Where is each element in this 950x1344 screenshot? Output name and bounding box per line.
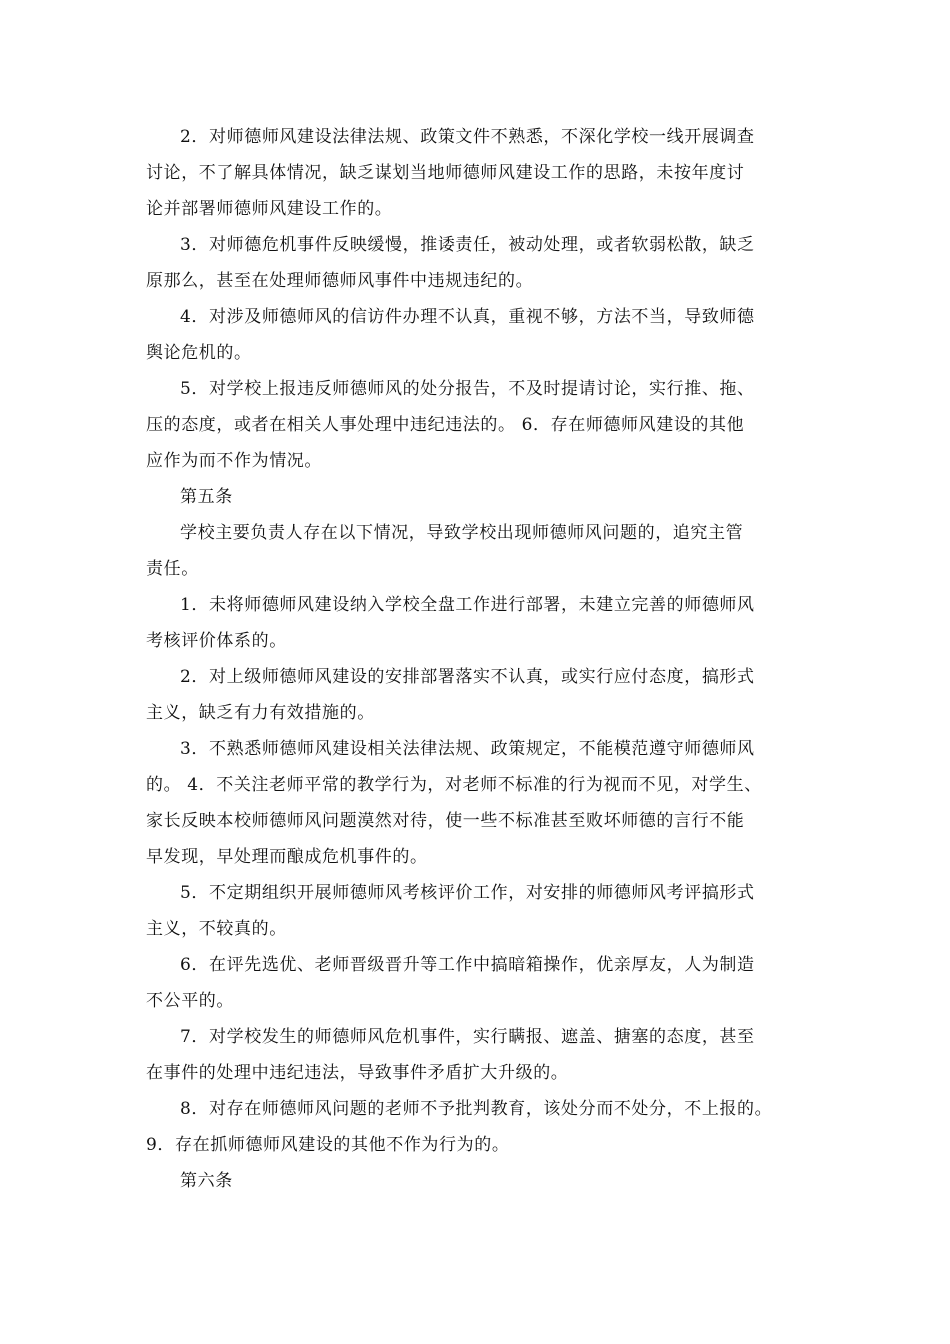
text-line: 舆论危机的。 <box>146 343 252 363</box>
section-heading: 第六条 <box>180 1171 233 1191</box>
text-line: 3．不熟悉师德师风建设相关法律法规、政策规定，不能模范遵守师德师风 <box>180 739 755 759</box>
text-line: 7．对学校发生的师德师风危机事件，实行瞒报、遮盖、搪塞的态度，甚至 <box>180 1027 755 1047</box>
text-line: 2．对上级师德师风建设的安排部署落实不认真，或实行应付态度，搞形式 <box>180 667 755 687</box>
text-line: 4．对涉及师德师风的信访件办理不认真，重视不够，方法不当，导致师德 <box>180 307 755 327</box>
text-line: 5．对学校上报违反师德师风的处分报告，不及时提请讨论，实行推、拖、 <box>180 379 755 399</box>
text-line: 考核评价体系的。 <box>146 631 287 651</box>
text-line: 家长反映本校师德师风问题漠然对待，使一些不标准甚至败坏师德的言行不能 <box>146 811 745 831</box>
text-line: 论并部署师德师风建设工作的。 <box>146 199 393 219</box>
text-line: 学校主要负责人存在以下情况，导致学校出现师德师风问题的，追究主管 <box>180 523 744 543</box>
text-line: 5．不定期组织开展师德师风考核评价工作，对安排的师德师风考评搞形式 <box>180 883 755 903</box>
text-line: 的。 4．不关注老师平常的教学行为，对老师不标准的行为视而不见，对学生、 <box>146 775 762 795</box>
text-line: 讨论，不了解具体情况，缺乏谋划当地师德师风建设工作的思路，未按年度讨 <box>146 163 745 183</box>
text-line: 1．未将师德师风建设纳入学校全盘工作进行部署，未建立完善的师德师风 <box>180 595 755 615</box>
text-line: 原那么，甚至在处理师德师风事件中违规违纪的。 <box>146 271 534 291</box>
text-line: 6．在评先选优、老师晋级晋升等工作中搞暗箱操作，优亲厚友，人为制造 <box>180 955 755 975</box>
text-line: 压的态度，或者在相关人事处理中违纪违法的。 6．存在师德师风建设的其他 <box>146 415 745 435</box>
text-line: 责任。 <box>146 559 199 579</box>
text-line: 早发现，早处理而酿成危机事件的。 <box>146 847 428 867</box>
text-line: 3．对师德危机事件反映缓慢，推诿责任，被动处理，或者软弱松散，缺乏 <box>180 235 755 255</box>
text-line: 不公平的。 <box>146 991 234 1011</box>
text-line: 主义，不较真的。 <box>146 919 287 939</box>
text-line: 2．对师德师风建设法律法规、政策文件不熟悉，不深化学校一线开展调查 <box>180 127 755 147</box>
text-line: 应作为而不作为情况。 <box>146 451 322 471</box>
text-line: 9．存在抓师德师风建设的其他不作为行为的。 <box>146 1135 510 1155</box>
text-line: 在事件的处理中违纪违法，导致事件矛盾扩大升级的。 <box>146 1063 569 1083</box>
section-heading: 第五条 <box>180 487 233 507</box>
text-line: 8．对存在师德师风问题的老师不予批判教育，该处分而不处分，不上报的。 <box>180 1099 773 1119</box>
text-line: 主义，缺乏有力有效措施的。 <box>146 703 375 723</box>
